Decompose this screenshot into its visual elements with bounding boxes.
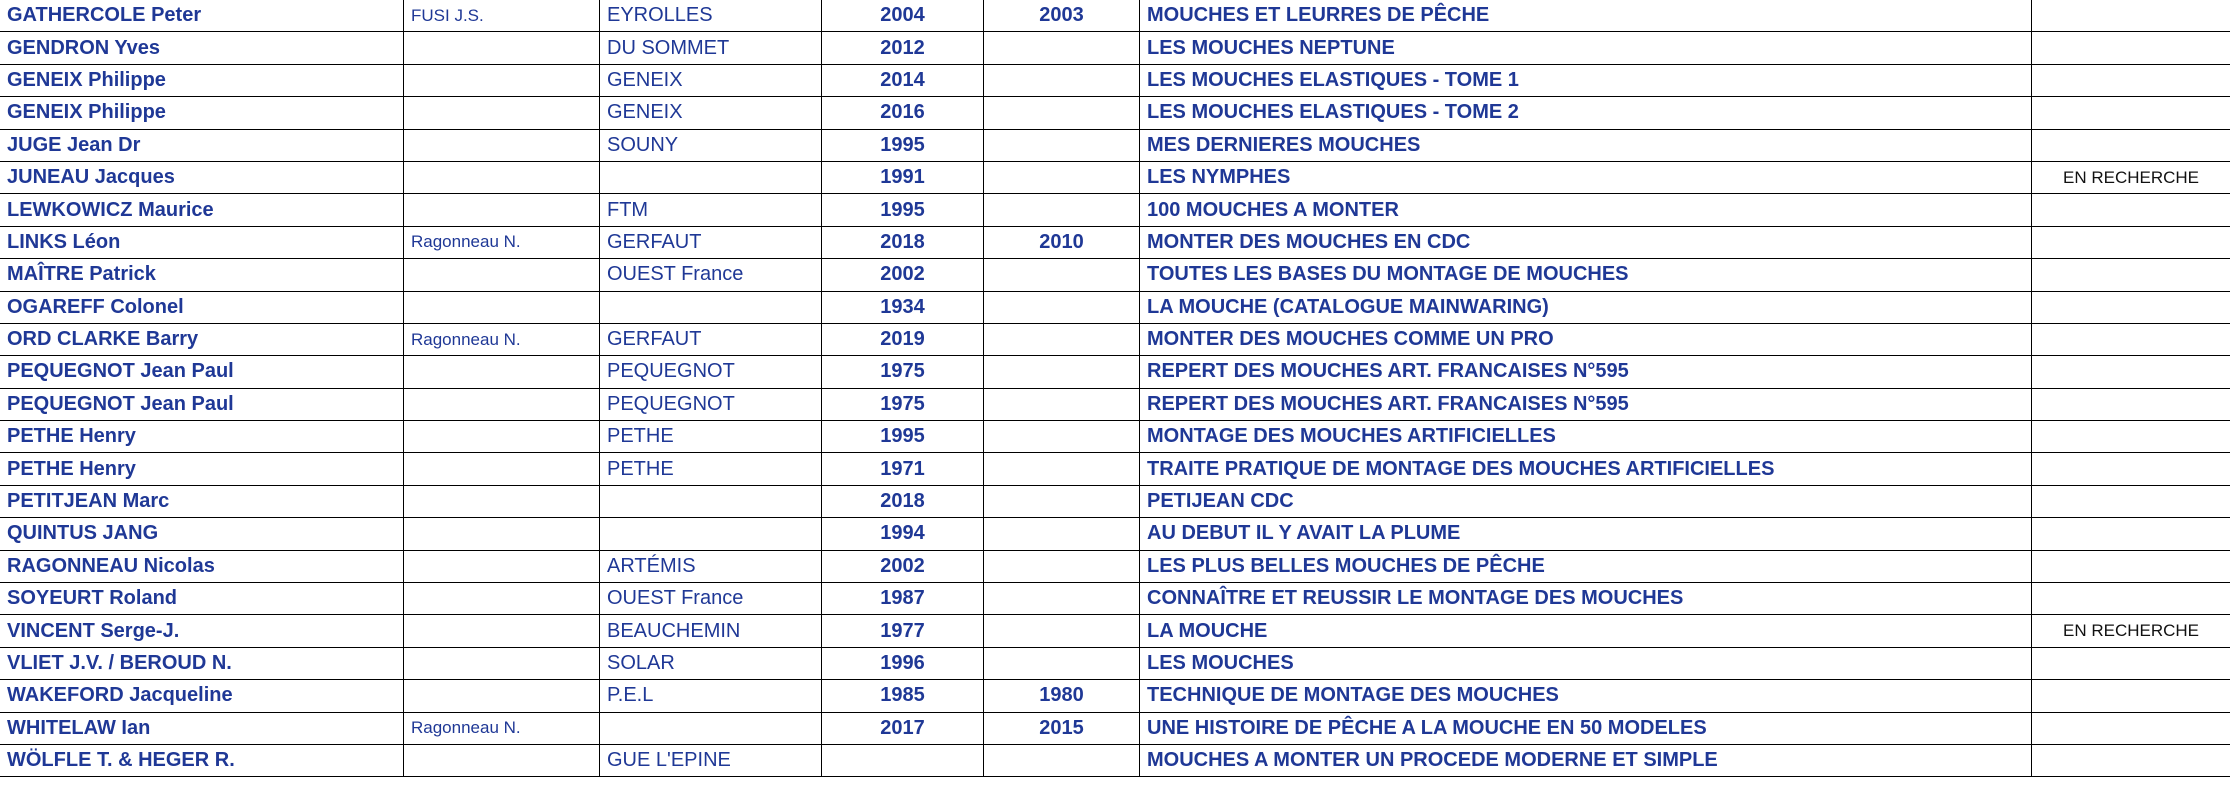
editor-cell: [600, 291, 822, 323]
table-row: [0, 453, 2230, 485]
original-year-cell: [984, 161, 1140, 193]
editor-cell: GENEIX: [600, 64, 822, 96]
title-cell: MOUCHES A MONTER UN PROCEDE MODERNE ET SIMPLE: [1140, 744, 2032, 776]
year-cell: 1995: [822, 129, 984, 161]
table-row: [0, 388, 2230, 420]
original-year-cell: [984, 356, 1140, 388]
year-cell: 1987: [822, 583, 984, 615]
author-cell: GATHERCOLE Peter: [0, 0, 404, 32]
table-row: [0, 647, 2230, 679]
author-cell: VLIET J.V. / BEROUD N.: [0, 647, 404, 679]
year-cell: 1991: [822, 161, 984, 193]
table-row: [0, 129, 2230, 161]
year-cell: 2017: [822, 712, 984, 744]
editor-cell: GENEIX: [600, 97, 822, 129]
table-row: [0, 226, 2230, 258]
year-cell: 1995: [822, 194, 984, 226]
original-year-cell: [984, 129, 1140, 161]
table-row: [0, 97, 2230, 129]
translator-cell: [404, 680, 600, 712]
translator-cell: [404, 259, 600, 291]
original-year-cell: [984, 485, 1140, 517]
title-cell: TOUTES LES BASES DU MONTAGE DE MOUCHES: [1140, 259, 2032, 291]
author-cell: VINCENT Serge-J.: [0, 615, 404, 647]
translator-cell: [404, 356, 600, 388]
status-cell: [2032, 647, 2230, 679]
title-cell: CONNAÎTRE ET REUSSIR LE MONTAGE DES MOUCHES: [1140, 583, 2032, 615]
author-cell: PETHE Henry: [0, 421, 404, 453]
status-cell: [2032, 356, 2230, 388]
original-year-cell: [984, 550, 1140, 582]
editor-cell: EYROLLES: [600, 0, 822, 32]
status-cell: [2032, 0, 2230, 32]
original-year-cell: [984, 744, 1140, 776]
title-cell: AU DEBUT IL Y AVAIT LA PLUME: [1140, 518, 2032, 550]
table-row: [0, 518, 2230, 550]
table-row: [0, 259, 2230, 291]
table-row: [0, 323, 2230, 355]
table-row: [0, 161, 2230, 193]
year-cell: 1975: [822, 356, 984, 388]
translator-cell: [404, 32, 600, 64]
year-cell: 1994: [822, 518, 984, 550]
original-year-cell: 2003: [984, 0, 1140, 32]
title-cell: PETIJEAN CDC: [1140, 485, 2032, 517]
original-year-cell: [984, 97, 1140, 129]
editor-cell: PETHE: [600, 453, 822, 485]
author-cell: GENDRON Yves: [0, 32, 404, 64]
editor-cell: [600, 518, 822, 550]
editor-cell: GERFAUT: [600, 226, 822, 258]
year-cell: 2016: [822, 97, 984, 129]
title-cell: MONTAGE DES MOUCHES ARTIFICIELLES: [1140, 421, 2032, 453]
author-cell: PEQUEGNOT Jean Paul: [0, 388, 404, 420]
title-cell: MONTER DES MOUCHES COMME UN PRO: [1140, 323, 2032, 355]
original-year-cell: 2010: [984, 226, 1140, 258]
author-cell: JUGE Jean Dr: [0, 129, 404, 161]
original-year-cell: 2015: [984, 712, 1140, 744]
original-year-cell: [984, 323, 1140, 355]
translator-cell: [404, 615, 600, 647]
year-cell: 1985: [822, 680, 984, 712]
original-year-cell: [984, 259, 1140, 291]
title-cell: TECHNIQUE DE MONTAGE DES MOUCHES: [1140, 680, 2032, 712]
author-cell: SOYEURT Roland: [0, 583, 404, 615]
translator-cell: [404, 291, 600, 323]
author-cell: LINKS Léon: [0, 226, 404, 258]
title-cell: LES MOUCHES ELASTIQUES - TOME 1: [1140, 64, 2032, 96]
status-cell: [2032, 583, 2230, 615]
title-cell: MES DERNIERES MOUCHES: [1140, 129, 2032, 161]
original-year-cell: [984, 291, 1140, 323]
original-year-cell: [984, 194, 1140, 226]
translator-cell: [404, 485, 600, 517]
editor-cell: GERFAUT: [600, 323, 822, 355]
editor-cell: [600, 712, 822, 744]
title-cell: REPERT DES MOUCHES ART. FRANCAISES N°595: [1140, 388, 2032, 420]
status-cell: [2032, 291, 2230, 323]
table-row: [0, 356, 2230, 388]
original-year-cell: 1980: [984, 680, 1140, 712]
status-cell: [2032, 226, 2230, 258]
translator-cell: [404, 647, 600, 679]
status-cell: EN RECHERCHE: [2032, 615, 2230, 647]
title-cell: REPERT DES MOUCHES ART. FRANCAISES N°595: [1140, 356, 2032, 388]
status-cell: [2032, 680, 2230, 712]
translator-cell: [404, 97, 600, 129]
year-cell: 1995: [822, 421, 984, 453]
original-year-cell: [984, 64, 1140, 96]
editor-cell: PETHE: [600, 421, 822, 453]
editor-cell: OUEST France: [600, 259, 822, 291]
table-row: [0, 550, 2230, 582]
translator-cell: [404, 550, 600, 582]
author-cell: RAGONNEAU Nicolas: [0, 550, 404, 582]
author-cell: WHITELAW Ian: [0, 712, 404, 744]
table-row: [0, 32, 2230, 64]
title-cell: LA MOUCHE (CATALOGUE MAINWARING): [1140, 291, 2032, 323]
table-row: [0, 64, 2230, 96]
year-cell: 2018: [822, 226, 984, 258]
author-cell: WÖLFLE T. & HEGER R.: [0, 744, 404, 776]
table-row: [0, 0, 2230, 32]
translator-cell: [404, 421, 600, 453]
title-cell: LES PLUS BELLES MOUCHES DE PÊCHE: [1140, 550, 2032, 582]
translator-cell: [404, 518, 600, 550]
translator-cell: [404, 64, 600, 96]
author-cell: QUINTUS JANG: [0, 518, 404, 550]
year-cell: 2004: [822, 0, 984, 32]
year-cell: 2012: [822, 32, 984, 64]
editor-cell: PEQUEGNOT: [600, 356, 822, 388]
status-cell: [2032, 421, 2230, 453]
title-cell: LES MOUCHES ELASTIQUES - TOME 2: [1140, 97, 2032, 129]
title-cell: LES MOUCHES NEPTUNE: [1140, 32, 2032, 64]
table-row: [0, 744, 2230, 776]
table-row: [0, 194, 2230, 226]
author-cell: GENEIX Philippe: [0, 64, 404, 96]
editor-cell: PEQUEGNOT: [600, 388, 822, 420]
year-cell: 2014: [822, 64, 984, 96]
author-cell: OGAREFF Colonel: [0, 291, 404, 323]
year-cell: 2018: [822, 485, 984, 517]
translator-cell: [404, 583, 600, 615]
author-cell: JUNEAU Jacques: [0, 161, 404, 193]
translator-cell: Ragonneau N.: [404, 323, 600, 355]
status-cell: [2032, 129, 2230, 161]
editor-cell: [600, 161, 822, 193]
title-cell: LA MOUCHE: [1140, 615, 2032, 647]
table-row: [0, 485, 2230, 517]
translator-cell: [404, 744, 600, 776]
table-row: [0, 615, 2230, 647]
original-year-cell: [984, 421, 1140, 453]
original-year-cell: [984, 32, 1140, 64]
author-cell: LEWKOWICZ Maurice: [0, 194, 404, 226]
editor-cell: DU SOMMET: [600, 32, 822, 64]
editor-cell: GUE L'EPINE: [600, 744, 822, 776]
original-year-cell: [984, 453, 1140, 485]
translator-cell: [404, 161, 600, 193]
translator-cell: [404, 388, 600, 420]
table-row: [0, 421, 2230, 453]
translator-cell: [404, 129, 600, 161]
original-year-cell: [984, 388, 1140, 420]
editor-cell: ARTÉMIS: [600, 550, 822, 582]
title-cell: TRAITE PRATIQUE DE MONTAGE DES MOUCHES ARTIFICIELLES: [1140, 453, 2032, 485]
translator-cell: [404, 453, 600, 485]
status-cell: [2032, 97, 2230, 129]
author-cell: PETHE Henry: [0, 453, 404, 485]
table-row: [0, 291, 2230, 323]
year-cell: [822, 744, 984, 776]
year-cell: 1996: [822, 647, 984, 679]
year-cell: 2002: [822, 259, 984, 291]
year-cell: 2019: [822, 323, 984, 355]
editor-cell: FTM: [600, 194, 822, 226]
status-cell: [2032, 744, 2230, 776]
author-cell: GENEIX Philippe: [0, 97, 404, 129]
status-cell: [2032, 259, 2230, 291]
translator-cell: Ragonneau N.: [404, 712, 600, 744]
year-cell: 2002: [822, 550, 984, 582]
table-row: [0, 583, 2230, 615]
status-cell: [2032, 453, 2230, 485]
editor-cell: [600, 485, 822, 517]
translator-cell: [404, 194, 600, 226]
original-year-cell: [984, 647, 1140, 679]
status-cell: EN RECHERCHE: [2032, 161, 2230, 193]
title-cell: MONTER DES MOUCHES EN CDC: [1140, 226, 2032, 258]
status-cell: [2032, 194, 2230, 226]
editor-cell: OUEST France: [600, 583, 822, 615]
status-cell: [2032, 712, 2230, 744]
status-cell: [2032, 485, 2230, 517]
title-cell: UNE HISTOIRE DE PÊCHE A LA MOUCHE EN 50 MODELES: [1140, 712, 2032, 744]
translator-cell: FUSI J.S.: [404, 0, 600, 32]
title-cell: 100 MOUCHES A MONTER: [1140, 194, 2032, 226]
author-cell: MAÎTRE Patrick: [0, 259, 404, 291]
title-cell: LES NYMPHES: [1140, 161, 2032, 193]
table-row: [0, 680, 2230, 712]
status-cell: [2032, 388, 2230, 420]
title-cell: LES MOUCHES: [1140, 647, 2032, 679]
editor-cell: SOLAR: [600, 647, 822, 679]
translator-cell: Ragonneau N.: [404, 226, 600, 258]
status-cell: [2032, 323, 2230, 355]
original-year-cell: [984, 583, 1140, 615]
original-year-cell: [984, 518, 1140, 550]
title-cell: MOUCHES ET LEURRES DE PÊCHE: [1140, 0, 2032, 32]
original-year-cell: [984, 615, 1140, 647]
status-cell: [2032, 32, 2230, 64]
year-cell: 1934: [822, 291, 984, 323]
year-cell: 1971: [822, 453, 984, 485]
author-cell: WAKEFORD Jacqueline: [0, 680, 404, 712]
author-cell: ORD CLARKE Barry: [0, 323, 404, 355]
editor-cell: BEAUCHEMIN: [600, 615, 822, 647]
status-cell: [2032, 518, 2230, 550]
year-cell: 1977: [822, 615, 984, 647]
author-cell: PEQUEGNOT Jean Paul: [0, 356, 404, 388]
status-cell: [2032, 550, 2230, 582]
author-cell: PETITJEAN Marc: [0, 485, 404, 517]
status-cell: [2032, 64, 2230, 96]
editor-cell: SOUNY: [600, 129, 822, 161]
editor-cell: P.E.L: [600, 680, 822, 712]
year-cell: 1975: [822, 388, 984, 420]
table-row: [0, 712, 2230, 744]
